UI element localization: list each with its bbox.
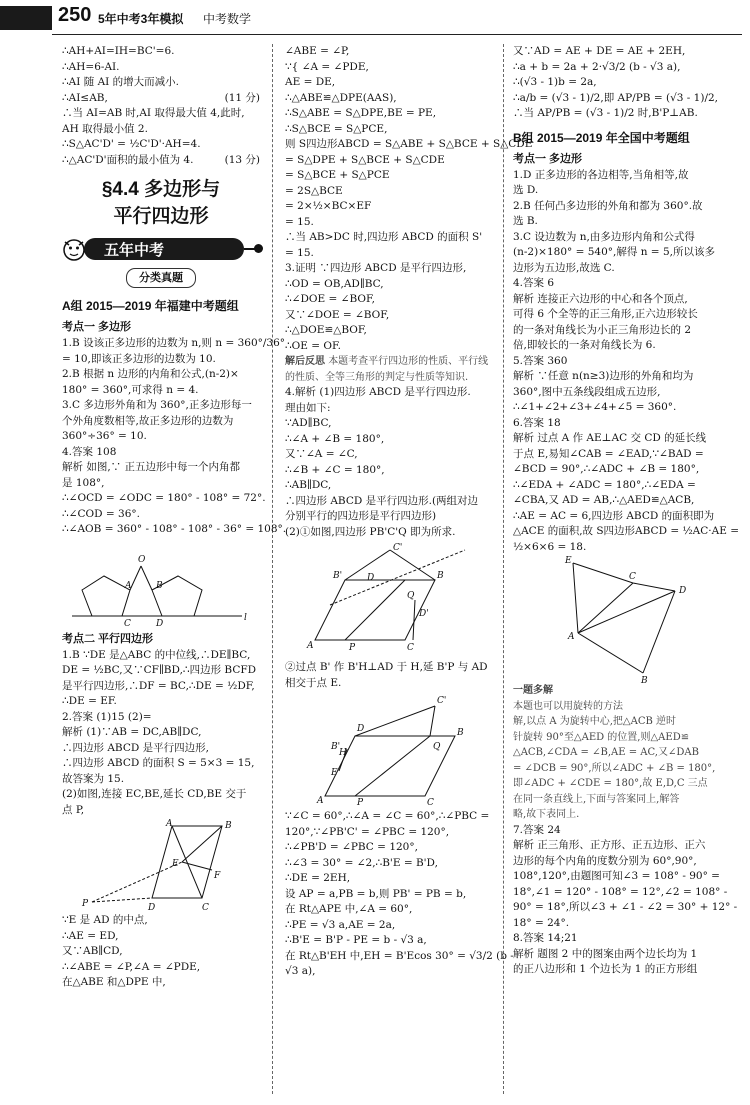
text-line: (2)①如图,四边形 PB'C'Q 即为所求. xyxy=(285,525,456,538)
text-line: = 2×½×BC×EF xyxy=(285,200,372,212)
text-line: 解析 连接正六边形的中心和各个顶点, xyxy=(513,292,688,305)
fig-label: B xyxy=(437,571,444,581)
text-line: 1.B 设该正多边形的边数为 n,则 n = 360°/36° xyxy=(62,337,286,349)
text-line: 7.答案 24 xyxy=(513,823,561,836)
text-line: 180° = 360°,可求得 n = 4. xyxy=(62,383,199,396)
fig-label: C xyxy=(407,643,414,653)
text-line: ∴AE = AC = 6,四边形 ABCD 的面积即为 xyxy=(513,509,715,522)
fig-label: D xyxy=(367,573,375,583)
group-a-title: A组 2015—2019 年福建中考题组 xyxy=(62,299,239,313)
text-line: ∵{ ∠A = ∠PDE, xyxy=(285,60,369,73)
text-line: 在 Rt△APE 中,∠A = 60°, xyxy=(285,903,413,915)
text-line: ∴a + b = 2a + 2·√3/2 (b - √3 a), xyxy=(513,60,681,73)
text-line: 6.答案 18 xyxy=(513,416,561,429)
text-line: ∴∠3 = 30° = ∠2,∴B'E = B'D, xyxy=(285,856,438,869)
parallelogram-figure-2 xyxy=(285,540,495,660)
fig-label: P xyxy=(82,899,89,909)
book-title: 5年中考3年模拟 xyxy=(98,12,184,26)
text-line: ∴四边形 ABCD 是平行四边形, xyxy=(62,741,209,754)
text-line: 在△ABE 和△DPE 中, xyxy=(62,976,166,988)
fig-label: C' xyxy=(393,543,403,553)
topic-heading: 考点二 平行四边形 xyxy=(62,632,154,645)
text-line: 略,故下表同上. xyxy=(513,809,580,820)
solution-block xyxy=(513,168,739,556)
fig-label: D xyxy=(148,903,156,913)
section-title xyxy=(62,176,260,230)
page-header xyxy=(0,0,750,34)
fig-label: D xyxy=(679,586,687,596)
text-line: 又∵AD = AE + DE = AE + 2EH, xyxy=(513,45,686,57)
text-line: (n-2)×180° = 540°,解得 n = 5,所以该多 xyxy=(513,246,715,258)
segment xyxy=(130,566,141,590)
text-line: 4.解析 (1)四边形 ABCD 是平行四边形. xyxy=(285,386,471,398)
text-line: ∴a/b = (√3 - 1)/2,即 AP/PB = (√3 - 1)/2, xyxy=(513,91,718,104)
text-line: ∴∠PB'D = ∠PBC = 120°, xyxy=(285,841,418,853)
text-line: ∴∠AOB = 360° - 108° - 108° - 36° = 108°. xyxy=(62,523,287,535)
text-line: 3.C 设边数为 n,由多边形内角和公式得 xyxy=(513,230,695,243)
text-line: 在 Rt△B'EH 中,EH = B'Ecos 30° = √3/2 (b - xyxy=(285,949,514,962)
topic-heading: 考点一 多边形 xyxy=(513,152,583,165)
text-line: ∴∠COD = 36°. xyxy=(62,507,140,520)
text-line: 边形为五边形,故选 C. xyxy=(513,261,615,274)
text-line: = S△DPE + S△BCE + S△CDE xyxy=(285,153,445,166)
fig-label: B' xyxy=(331,742,341,752)
text-line: 1.B ∵DE 是△ABC 的中位线,∴DE∥BC, xyxy=(62,648,251,661)
text-line: ∴∠DOE = ∠BOF, xyxy=(285,293,375,305)
text-line: ∴DE = EF. xyxy=(62,695,117,707)
text-line: 的一条对角线长为小正三角形边长的 2 xyxy=(513,323,692,336)
text-line: 可得 6 个全等的正三角形,正六边形较长 xyxy=(513,308,698,320)
category-tag: 分类真题 xyxy=(126,268,196,288)
solution-block-top xyxy=(62,44,260,168)
text-line: 故答案为 15. xyxy=(62,772,125,785)
text-line: 则 S四边形ABCD = S△ABE + S△BCE + S△CDE xyxy=(285,138,533,150)
text-line: ∠BCD = 90°,∴∠ADC + ∠B = 180°, xyxy=(513,463,700,475)
text-line: DE = ½BC,又∵CF∥BD,∴四边形 BCFD xyxy=(62,664,257,676)
text-line: ∠ABE = ∠P, xyxy=(285,45,350,57)
fig-label: F xyxy=(214,871,221,881)
topic-2-solutions-cont xyxy=(62,913,260,991)
reflection-note xyxy=(285,354,495,385)
text-line: ∵∠C = 60°,∴∠A = ∠C = 60°,∴∠PBC = xyxy=(285,810,490,822)
fig-label: A xyxy=(125,580,132,591)
fig-label: E xyxy=(172,859,179,869)
column-divider xyxy=(272,44,273,1094)
parallelogram-figure-3 xyxy=(285,691,495,809)
solution-block xyxy=(285,660,495,691)
fig-label: D xyxy=(357,724,365,734)
fig-label: A xyxy=(568,632,575,642)
topic-1-solutions xyxy=(62,336,287,538)
text-line: 的正八边形和 1 个边长为 1 的正方形组 xyxy=(513,963,698,975)
parallelogram-figure-1 xyxy=(62,818,260,913)
fig-label: B xyxy=(156,580,163,591)
text-line: 理由如下: xyxy=(285,401,331,414)
text-line: △ACB,∠CDA = ∠B,AE = AC,又∠DAB xyxy=(513,747,699,758)
banner-dot xyxy=(254,244,263,253)
section-title-line-1: §4.4 多边形与 xyxy=(101,179,221,200)
alternate-label: 一题多解 xyxy=(513,685,553,696)
text-line: 个外角度数相等,故正多边形的边数为 xyxy=(62,414,234,427)
fig-label: B xyxy=(225,821,232,831)
text-line: ∴S△BCE = S△PCE, xyxy=(285,122,388,135)
text-line: ∴AB∥DC, xyxy=(285,479,332,491)
fig-label: B' xyxy=(333,571,343,581)
fig-label: C' xyxy=(437,696,447,706)
fig-label: Q xyxy=(433,742,441,752)
text-line: 又∵∠A = ∠C, xyxy=(285,448,358,460)
text-line: = S△BCE + S△PCE xyxy=(285,169,390,181)
text-line: 又∵∠DOE = ∠BOF, xyxy=(285,308,390,321)
text-line: ∴四边形 ABCD 的面积 S = 5×3 = 15, xyxy=(62,757,255,769)
group-b-title: B组 2015—2019 年全国中考题组 xyxy=(513,130,690,145)
text-line: 点 P, xyxy=(62,803,85,816)
text-line: 4.答案 108 xyxy=(62,445,117,458)
text-line: 3.C 多边形外角和为 360°,正多边形每一 xyxy=(62,399,252,411)
header-rule xyxy=(52,34,742,35)
score-label: (13 分) xyxy=(224,153,260,166)
text-line: 360°÷36° = 10. xyxy=(62,430,147,442)
alternate-text xyxy=(513,699,735,823)
text-line: ∴∠B + ∠C = 180°, xyxy=(285,463,385,476)
text-line: 2.答案 (1)15 (2)= xyxy=(62,710,152,723)
fig-label: P xyxy=(349,643,356,653)
fig-label: D xyxy=(156,618,164,629)
reflection-label: 解后反思 xyxy=(285,356,325,367)
text-line: 针旋转 90°至△AED 的位置,则△AED≌ xyxy=(513,731,690,743)
text-line: 360°,图中五条线段组成五边形, xyxy=(513,385,661,398)
text-line: 本题也可以用旋转的方法 xyxy=(513,700,623,712)
fig-label: P xyxy=(357,798,364,808)
text-line: = 2S△BCE xyxy=(285,184,343,197)
text-line: ∴四边形 ABCD 是平行四边形.(两组对边 xyxy=(285,494,479,507)
text-line: ½×6×6 = 18. xyxy=(513,540,587,553)
text-line: 分别平行的四边形是平行四边形) xyxy=(285,510,437,522)
text-line: ∴△AC'D'面积的最小值为 4. (13 分) xyxy=(62,153,260,169)
text-line: = ∠DCB = 90°,所以∠ADC + ∠B = 180°, xyxy=(513,762,716,774)
text-line: (2)如图,连接 EC,BE,延长 CD,BE 交于 xyxy=(62,788,247,800)
text-line: ∵AD∥BC, xyxy=(285,417,332,429)
text-line: ∴DE = 2EH, xyxy=(285,872,351,884)
topic-heading: 考点一 多边形 xyxy=(62,321,132,333)
fig-label: C xyxy=(629,572,636,582)
text-line: = 10,即该正多边形的边数为 10. xyxy=(62,352,216,365)
section-title-line-2: 平行四边形 xyxy=(113,206,209,227)
text-line: ②过点 B' 作 B'H⊥AD 于 H,延 B'P 与 AD xyxy=(285,661,488,673)
text-line: AH 取得最小值 2. xyxy=(62,122,148,135)
text-line: 解,以点 A 为旋转中心,把△ACB 逆时 xyxy=(513,716,677,727)
fig-label: C xyxy=(427,798,434,808)
text-line: 108°,120°,由题图可知∠3 = 108° - 90° = xyxy=(513,870,720,882)
text-line: ∴AI≤AB, (11 分) xyxy=(62,91,260,107)
text-line: 于点 E,易知∠CAB = ∠EAD,∵∠BAD = xyxy=(513,447,704,460)
text-line: 90° = 18°,所以∠3 + ∠1 - ∠2 = 30° + 12° - xyxy=(513,901,738,913)
text-line: 即∠ADC + ∠CDE = 180°,故 E,D,C 三点 xyxy=(513,778,708,789)
mascot-icon xyxy=(62,236,86,262)
text-line: 1.D 正多边形的各边相等,当角相等,故 xyxy=(513,168,689,181)
text-line: ∴AH+AI=IH=BC'=6. xyxy=(62,45,175,57)
fig-label: H xyxy=(339,748,347,758)
solution-block xyxy=(513,823,738,978)
fig-label: A xyxy=(307,641,314,651)
pentagon-left xyxy=(82,576,130,616)
text-line: 解析 过点 A 作 AE⊥AC 交 CD 的延长线 xyxy=(513,432,707,444)
text-line: 18°,∠1 = 120° - 108° = 12°,∠2 = 108° - xyxy=(513,885,728,898)
pentagon-figure xyxy=(62,538,260,628)
text-line: ∴AH=6-AI. xyxy=(62,60,120,73)
text-line: ∴∠EDA + ∠ADC = 180°,∴∠EDA = xyxy=(513,478,696,491)
text-line: 解析 (1)∵AB = DC,AB∥DC, xyxy=(62,726,202,738)
solution-block xyxy=(285,809,514,980)
text-line: ∴∠1+∠2+∠3+∠4+∠5 = 360°. xyxy=(513,401,677,413)
text-line: ∴∠A + ∠B = 180°, xyxy=(285,432,385,445)
text-line: 2.B 任何凸多边形的外角和都为 360°.故 xyxy=(513,199,703,212)
fig-label: C xyxy=(124,618,131,629)
header-corner-mark xyxy=(0,6,52,30)
page-number: 250 xyxy=(58,4,92,26)
text-line: ∴OD = OB,AD∥BC, xyxy=(285,277,384,290)
topic-2-solutions xyxy=(62,648,260,819)
text-line: 相交于点 E. xyxy=(285,676,342,689)
fig-label: C xyxy=(202,903,209,913)
text-line: 2.B 根据 n 边形的内角和公式,(n-2)× xyxy=(62,368,239,380)
text-line: 选 B. xyxy=(513,215,538,227)
segment xyxy=(141,566,152,590)
banner-label: 五年中考 xyxy=(104,242,165,259)
text-line: ∴当 AP/PB = (√3 - 1)/2 时,B'P⊥AB. xyxy=(513,107,698,119)
text-line: ∴S△AC'D' = ½C'D'·AH=4. xyxy=(62,138,201,150)
column-right xyxy=(513,44,739,978)
text-line: ∴△DOE≌△BOF, xyxy=(285,324,367,336)
text-line: 是 108°, xyxy=(62,476,105,489)
fig-label: Q xyxy=(407,591,415,601)
text-line: ∵E 是 AD 的中点, xyxy=(62,914,148,926)
text-line: 又∵AB∥CD, xyxy=(62,945,123,957)
text-line: 选 D. xyxy=(513,184,539,196)
text-line: ∴AE = ED, xyxy=(62,929,119,942)
solution-block xyxy=(513,44,735,122)
text-line: ∴PE = √3 a,AE = 2a, xyxy=(285,918,396,931)
text-line: ∴(√3 - 1)b = 2a, xyxy=(513,76,597,88)
text-line: 倍,即较长的一条对角线长为 6. xyxy=(513,339,656,351)
fig-label: l xyxy=(244,612,247,623)
text-line: 3.证明 ∵四边形 ABCD 是平行四边形, xyxy=(285,262,467,274)
solution-block xyxy=(285,385,495,540)
text-line: 8.答案 14;21 xyxy=(513,932,578,944)
text-line: ∴OE = OF. xyxy=(285,339,342,352)
text-line: ∴当 AI=AB 时,AI 取得最大值 4,此时, xyxy=(62,107,245,119)
text-line: = 15. xyxy=(285,246,314,259)
quadrilateral-figure xyxy=(513,555,735,686)
text-line: ∠CBA,又 AD = AB,∴△AED≌△ACB, xyxy=(513,494,695,506)
fig-label: B xyxy=(457,728,464,738)
text-line: 解析 题图 2 中的图案由两个边长均为 1 xyxy=(513,947,698,960)
text-line: ∴S△ABE = S△DPE,BE = PE, xyxy=(285,107,437,119)
text-line: 解析 ∵任意 n(n≥3)边形的外角和均为 xyxy=(513,370,694,382)
text-line: 解析 正三角形、正方形、正五边形、正六 xyxy=(513,839,706,851)
text-line: AE = DE, xyxy=(285,76,336,88)
text-line: △ACE 的面积,故 S四边形ABCD = ½AC·AE = xyxy=(513,525,739,537)
reflection-text: 本题考查平行四边形的性质、平行线的性质、全等三角形的判定与性质等知识. xyxy=(285,356,489,383)
text-line: ∴∠ABE = ∠P,∠A = ∠PDE, xyxy=(62,960,201,973)
text-line: ∴∠OCD = ∠ODC = 180° - 108° = 72°. xyxy=(62,492,266,504)
column-divider xyxy=(503,44,504,1094)
fig-label: B xyxy=(641,676,648,686)
five-year-banner xyxy=(62,236,260,262)
subject-label: 中考数学 xyxy=(203,12,252,26)
fig-label: D' xyxy=(419,609,429,619)
text-line: 边形的每个内角的度数分别为 60°,90°, xyxy=(513,854,697,867)
text-line: 在同一条直线上,下面与答案同上,解答 xyxy=(513,793,680,805)
text-line: ∴B'E = B'P - PE = b - √3 a, xyxy=(285,934,427,946)
text-line: 120°,∵∠PB'C' = ∠PBC = 120°, xyxy=(285,825,450,838)
alternate-solution xyxy=(513,683,735,823)
score-label: (11 分) xyxy=(224,91,260,104)
fig-label: O xyxy=(138,554,146,565)
text-line: √3 a), xyxy=(285,965,316,977)
text-line: 设 AP = a,PB = b,则 PB' = PB = b, xyxy=(285,887,467,900)
text-line: ∴当 AB>DC 时,四边形 ABCD 的面积 S' xyxy=(285,231,483,243)
text-line: ∴AI 随 AI 的增大而减小. xyxy=(62,76,179,88)
fig-label: E xyxy=(565,556,572,566)
fig-label: E xyxy=(331,768,338,778)
text-line: ∴△ABE≌△DPE(AAS), xyxy=(285,91,397,104)
text-line: 是平行四边形,∴DF = BC,∴DE = ½DF, xyxy=(62,679,255,692)
text-line: = 15. xyxy=(285,215,314,228)
fig-label: A xyxy=(166,819,173,829)
text-line: 解析 如图,∵ 正五边形中每一个内角都 xyxy=(62,461,241,473)
column-left xyxy=(62,44,287,991)
text-line: 18° = 24°. xyxy=(513,916,570,929)
fig-label: A xyxy=(317,796,324,806)
text-line: 5.答案 360 xyxy=(513,354,568,367)
text-line: 4.答案 6 xyxy=(513,277,555,289)
